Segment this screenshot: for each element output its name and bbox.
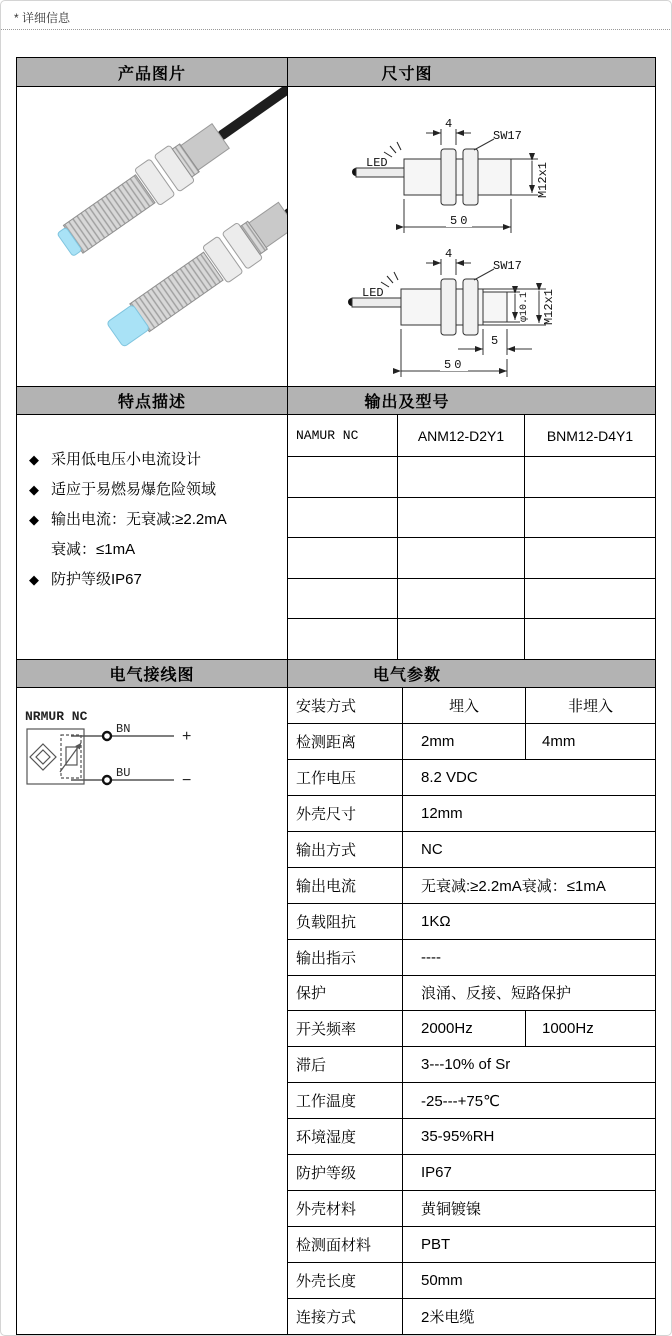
feature-text: 防护等级IP67 — [51, 571, 142, 588]
wiring-diagram — [17, 688, 288, 1334]
header-row-2 — [17, 386, 655, 414]
param-value: PBT — [421, 1236, 451, 1254]
param-row — [288, 831, 655, 867]
param-label: 检测面材料 — [288, 1227, 403, 1262]
feature-item — [29, 445, 277, 475]
param-value: 无衰减:≥2.2mA衰减：≤1mA — [421, 877, 606, 895]
param-label: 外壳尺寸 — [288, 796, 403, 831]
param-row — [288, 1298, 655, 1334]
param-row — [288, 1154, 655, 1190]
model-cell — [525, 578, 655, 619]
dimension-header-label: 尺寸图 — [381, 65, 433, 83]
param-label: 开关频率 — [288, 1011, 403, 1046]
param-value: ---- — [421, 948, 441, 966]
model-row — [288, 415, 655, 456]
param-row — [288, 1082, 655, 1118]
dimension-bottom — [348, 247, 556, 377]
param-label: 连接方式 — [288, 1299, 403, 1334]
param-row — [288, 1118, 655, 1154]
header-row-3 — [17, 659, 655, 687]
feature-text: 输出电流：无衰减:≥2.2mA — [51, 511, 227, 528]
wiring-type-label: NRMUR NC — [25, 709, 88, 724]
models-header — [288, 387, 655, 414]
model-cell — [525, 456, 655, 497]
param-value: 非埋入 — [567, 697, 613, 715]
param-value: 1000Hz — [542, 1020, 594, 1038]
model-cell — [398, 497, 525, 538]
param-row — [288, 975, 655, 1011]
param-row — [288, 867, 655, 903]
model-cell — [288, 537, 398, 578]
param-label: 滞后 — [288, 1047, 403, 1082]
feature-item — [29, 565, 277, 595]
param-label: 安装方式 — [288, 688, 403, 723]
diamond-bullet-icon — [29, 535, 51, 565]
params-table — [288, 688, 655, 1334]
param-label: 检测距离 — [288, 724, 403, 759]
plus-label: + — [182, 728, 192, 745]
model-cell — [398, 618, 525, 659]
content-row-1 — [17, 86, 655, 386]
param-value: 埋入 — [403, 688, 526, 723]
param-value: -25---+75℃ — [421, 1092, 500, 1110]
param-value: NC — [421, 840, 443, 858]
model-cell — [398, 537, 525, 578]
wire-bn-label: BN — [116, 722, 131, 736]
header-row-1 — [17, 58, 655, 86]
model-cell — [525, 618, 655, 659]
features-header-label: 特点描述 — [117, 394, 186, 411]
param-value: 1KΩ — [421, 912, 451, 930]
minus-label: − — [182, 772, 192, 789]
model-cell: NAMUR NC — [288, 415, 398, 456]
sw17-label-top: SW17 — [493, 129, 522, 143]
param-value: 浪涌、反接、短路保护 — [421, 985, 572, 1003]
dim-4-bottom: 4 — [445, 247, 453, 261]
param-row — [288, 903, 655, 939]
param-value: 2mm — [403, 724, 526, 759]
param-row — [288, 1262, 655, 1298]
param-row — [288, 795, 655, 831]
wiring-cell — [17, 688, 288, 1334]
led-label-top: LED — [366, 156, 388, 170]
model-cell — [398, 578, 525, 619]
param-value: 8.2 VDC — [421, 768, 478, 786]
content-row-2 — [17, 414, 655, 659]
model-cell: BNM12-D4Y1 — [546, 427, 634, 444]
feature-text: 衰减：≤1mA — [51, 541, 136, 558]
led-label-bottom: LED — [362, 286, 384, 300]
model-cell — [525, 537, 655, 578]
dim-4-top: 4 — [445, 117, 453, 131]
param-value: 12mm — [421, 804, 463, 822]
diamond-bullet-icon: ◆ — [29, 572, 39, 587]
product-photo — [17, 87, 288, 386]
param-row — [288, 688, 655, 723]
wire-bu-label: BU — [116, 766, 131, 780]
diamond-bullet-icon: ◆ — [29, 482, 39, 497]
param-value: 2000Hz — [403, 1011, 526, 1046]
param-value: 50mm — [421, 1271, 463, 1289]
model-row — [288, 456, 655, 497]
param-label: 工作温度 — [288, 1083, 403, 1118]
param-row — [288, 939, 655, 975]
param-value: 4mm — [542, 732, 576, 750]
param-row — [288, 1226, 655, 1262]
features-header — [17, 387, 288, 414]
diamond-bullet-icon: ◆ — [29, 512, 39, 527]
models-header-label: 输出及型号 — [364, 394, 450, 411]
param-label: 负载阻抗 — [288, 904, 403, 939]
param-label: 保护 — [288, 976, 403, 1011]
models-table — [288, 415, 655, 659]
spec-table — [16, 57, 656, 1335]
model-cell — [525, 497, 655, 538]
model-row — [288, 497, 655, 538]
models-cell — [288, 415, 655, 659]
model-cell: ANM12-D2Y1 — [398, 415, 525, 456]
param-label: 输出指示 — [288, 940, 403, 975]
features-list — [17, 415, 287, 595]
param-label: 防护等级 — [288, 1155, 403, 1190]
param-value: 2米电缆 — [421, 1308, 475, 1326]
model-row — [288, 578, 655, 619]
param-row — [288, 723, 655, 759]
param-row — [288, 759, 655, 795]
model-cell — [288, 456, 398, 497]
param-value: 黄铜镀镍 — [421, 1201, 482, 1219]
feature-item — [29, 475, 277, 505]
wiring-header — [17, 660, 288, 687]
param-row — [288, 1190, 655, 1226]
product-image-header — [17, 58, 288, 86]
model-row — [288, 537, 655, 578]
feature-text: 采用低电压小电流设计 — [51, 451, 202, 468]
model-cell — [398, 456, 525, 497]
m12x1-label-top: M12x1 — [536, 161, 550, 199]
diamond-bullet-icon: ◆ — [29, 452, 39, 467]
param-value: 3---10% of Sr — [421, 1056, 511, 1074]
params-cell — [288, 688, 655, 1334]
tip-diameter-label: φ10.1 — [519, 291, 530, 323]
model-cell — [288, 578, 398, 619]
dim-50-bottom: 50 — [444, 358, 465, 372]
param-value: IP67 — [421, 1164, 452, 1182]
params-header-label: 电气参数 — [372, 667, 441, 684]
feature-item — [29, 505, 277, 535]
param-row — [288, 1010, 655, 1046]
dimension-cell — [288, 87, 655, 386]
model-row — [288, 618, 655, 659]
param-label: 输出方式 — [288, 832, 403, 867]
param-value: 35-95%RH — [421, 1128, 495, 1146]
param-label: 外壳长度 — [288, 1263, 403, 1298]
details-note: * 详细信息 — [0, 0, 672, 30]
feature-text: 适应于易燃易爆危险领域 — [51, 481, 217, 498]
param-label: 工作电压 — [288, 760, 403, 795]
m12x1-label-bottom: M12x1 — [542, 288, 556, 326]
sw17-label-bottom: SW17 — [493, 259, 522, 273]
product-photo-cell — [17, 87, 288, 386]
content-row-3 — [17, 687, 655, 1334]
param-row — [288, 1046, 655, 1082]
dimension-drawing — [288, 87, 655, 386]
dim-50-top: 50 — [450, 214, 471, 228]
dim-5-bottom: 5 — [491, 334, 499, 348]
param-label: 外壳材料 — [288, 1191, 403, 1226]
product-image-header-label: 产品图片 — [117, 65, 186, 83]
param-label: 输出电流 — [288, 868, 403, 903]
wiring-header-label: 电气接线图 — [109, 667, 195, 684]
param-label: 环境湿度 — [288, 1119, 403, 1154]
feature-item — [29, 535, 277, 565]
model-cell — [288, 497, 398, 538]
params-header — [288, 660, 655, 687]
features-cell — [17, 415, 288, 659]
dimension-header — [288, 58, 655, 86]
dimension-top — [352, 117, 550, 233]
model-cell — [288, 618, 398, 659]
